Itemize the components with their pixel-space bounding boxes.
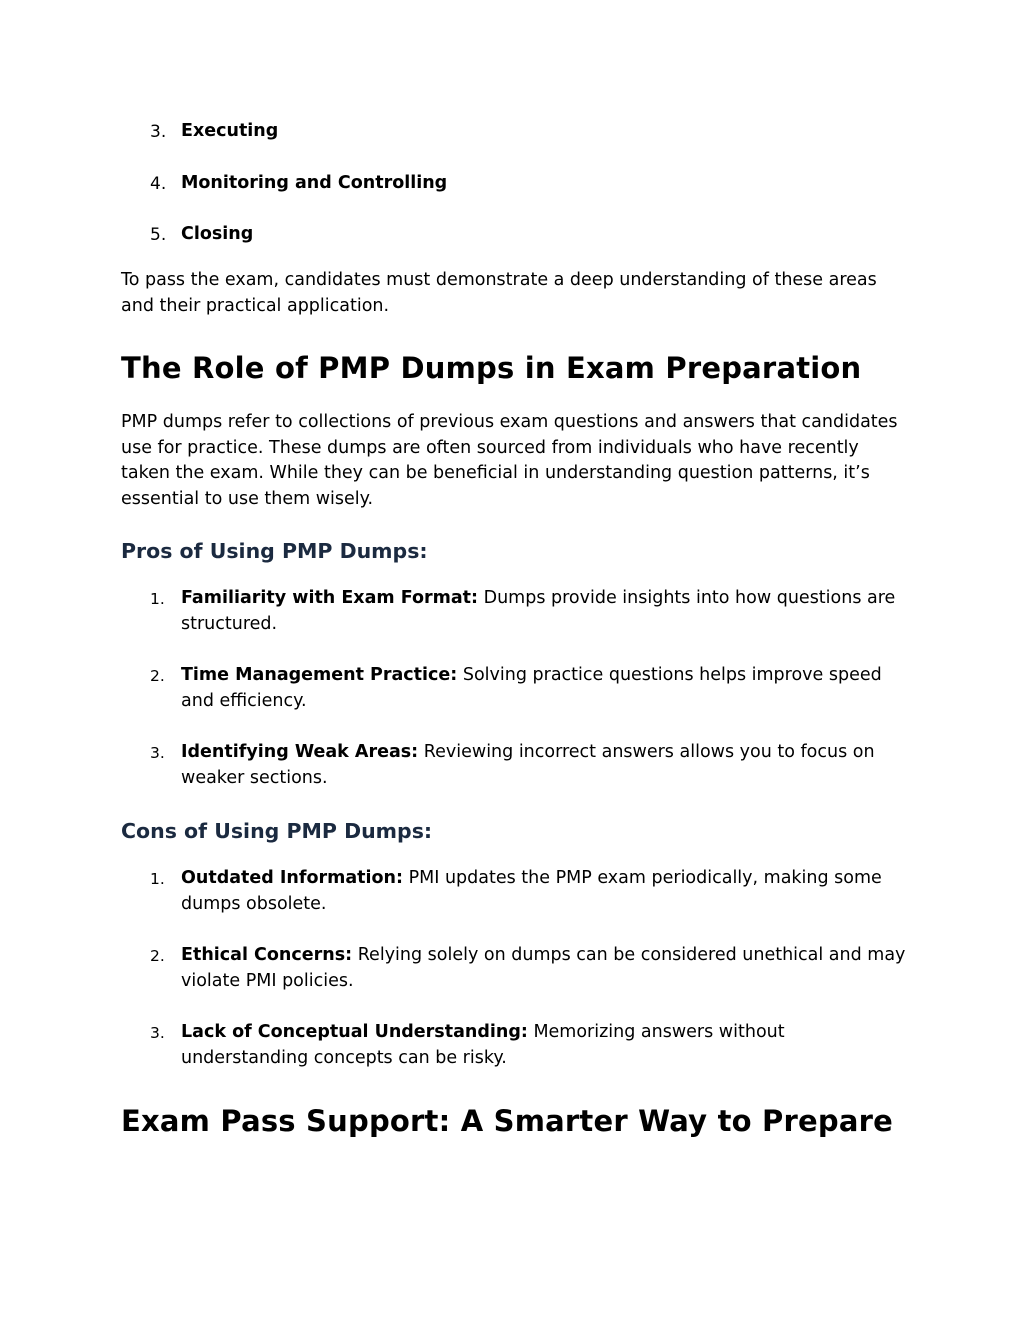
list-item-desc: Relying solely on dumps can be considered unethical and may violate PMI policies.	[181, 945, 906, 991]
list-item-term: Lack of Conceptual Understanding:	[181, 1022, 528, 1042]
list-item-term: Ethical Concerns:	[181, 945, 353, 965]
list-item-term: Familiarity with Exam Format:	[181, 588, 479, 608]
list-number: 2.	[150, 667, 165, 685]
list-number: 3.	[150, 1024, 165, 1042]
list-number: 3.	[150, 122, 167, 142]
list-item-term: Outdated Information:	[181, 868, 404, 888]
intro-paragraph: To pass the exam, candidates must demonstrate a deep understanding of these areas and their practical application.	[121, 270, 877, 316]
list-number: 4.	[150, 174, 167, 194]
list-item-label: Executing	[181, 121, 279, 141]
list-number: 1.	[150, 590, 165, 608]
heading-exam-pass-support: Exam Pass Support: A Smarter Way to Prepare	[121, 1104, 893, 1138]
list-item-term: Time Management Practice:	[181, 665, 458, 685]
heading-pros: Pros of Using PMP Dumps:	[121, 539, 428, 563]
heading-role-of-pmp-dumps: The Role of PMP Dumps in Exam Preparation	[121, 351, 862, 385]
list-item-desc: Memorizing answers without understanding concepts can be risky.	[181, 1022, 785, 1068]
role-paragraph: PMP dumps refer to collections of previous exam questions and answers that candidates use for practice. These dumps are often sourced from individuals who have recently taken the exam. While they can be beneficial in understanding question patterns, it’s essential to use them wisely.	[121, 412, 898, 509]
list-number: 1.	[150, 870, 165, 888]
list-item-label: Closing	[181, 224, 254, 244]
list-number: 5.	[150, 225, 167, 245]
list-item-desc: Reviewing incorrect answers allows you to focus on weaker sections.	[181, 742, 875, 788]
list-item-label: Monitoring and Controlling	[181, 173, 448, 193]
list-item-desc: Solving practice questions helps improve speed and efficiency.	[181, 665, 882, 711]
list-item-desc: PMI updates the PMP exam periodically, making some dumps obsolete.	[181, 868, 882, 914]
list-number: 2.	[150, 947, 165, 965]
list-number: 3.	[150, 744, 165, 762]
heading-cons: Cons of Using PMP Dumps:	[121, 819, 433, 843]
list-item-term: Identifying Weak Areas:	[181, 742, 419, 762]
list-item-desc: Dumps provide insights into how questions are structured.	[181, 588, 896, 634]
